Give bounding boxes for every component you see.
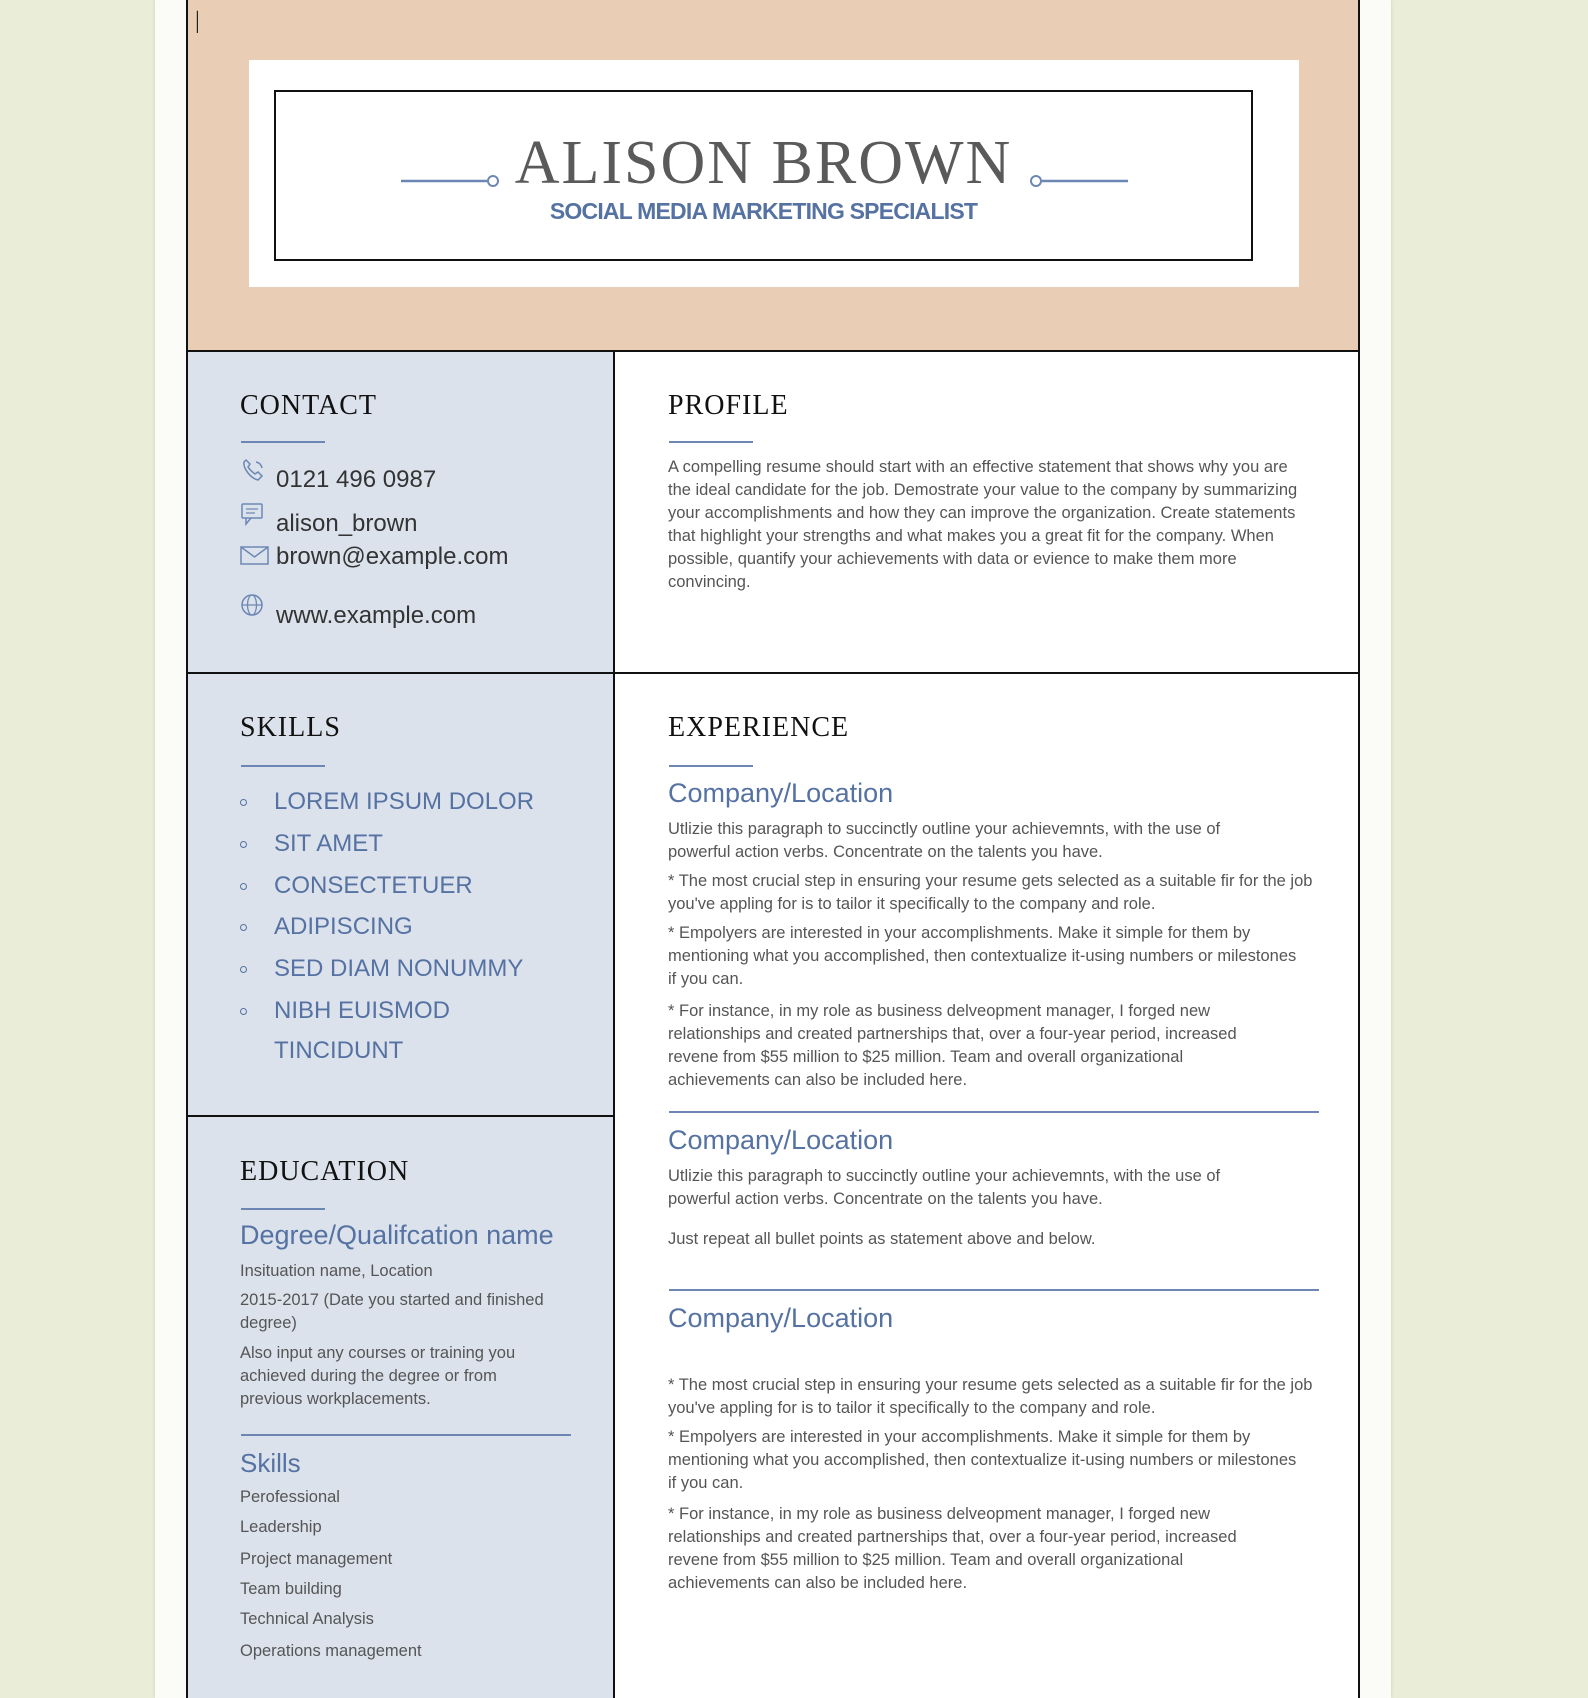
profile-rule bbox=[669, 441, 753, 443]
candidate-name[interactable]: ALISON BROWN bbox=[514, 129, 1013, 197]
experience-divider bbox=[669, 1289, 1319, 1291]
job-bullet[interactable]: * Empolyers are interested in your accomplishments. Make it simple for them by mentioning what you accomplished, then contextualize it-using numbers or milestones if you can. bbox=[668, 1428, 1297, 1492]
education-heading[interactable]: EDUCATION bbox=[240, 1156, 410, 1187]
contact-rule bbox=[241, 441, 325, 443]
experience-divider bbox=[669, 1111, 1319, 1113]
edu-skill-item[interactable]: Leadership bbox=[240, 1518, 322, 1536]
job-summary[interactable]: Utlizie this paragraph to succinctly outline your achievemnts, with the use of powerful action verbs. Concentrate on the talents you have. bbox=[668, 1167, 1221, 1208]
degree-dates[interactable]: 2015-2017 (Date you started and finished degree) bbox=[240, 1291, 544, 1332]
education-divider bbox=[241, 1434, 571, 1436]
contact-website[interactable] bbox=[240, 594, 476, 629]
header-card bbox=[249, 60, 1299, 287]
resume-page[interactable] bbox=[186, 0, 1360, 1698]
institution[interactable]: Insituation name, Location bbox=[240, 1262, 433, 1280]
profile-heading[interactable]: PROFILE bbox=[668, 390, 789, 421]
sidebar-divider bbox=[188, 1115, 615, 1117]
contact-email[interactable] bbox=[240, 544, 508, 570]
contact-handle[interactable] bbox=[240, 502, 417, 537]
chat-icon bbox=[240, 502, 270, 528]
job-company[interactable]: Company/Location bbox=[668, 778, 894, 808]
edu-skill-item[interactable]: Team building bbox=[240, 1580, 342, 1598]
edu-skill-item[interactable]: Technical Analysis bbox=[240, 1610, 374, 1628]
edu-skill-item[interactable]: Project management bbox=[240, 1550, 393, 1568]
job-title[interactable]: SOCIAL MEDIA MARKETING SPECIALIST bbox=[549, 198, 978, 224]
degree-note[interactable]: Also input any courses or training you achieved during the degree or from previous workplacements. bbox=[240, 1344, 516, 1408]
header-band bbox=[188, 0, 1358, 352]
job-bullet[interactable]: * Empolyers are interested in your accomplishments. Make it simple for them by mentioning what you accomplished, then contextualize it-using numbers or milestones if you can. bbox=[668, 924, 1297, 988]
edu-skill-item[interactable]: Perofessional bbox=[240, 1488, 340, 1506]
sidebar-divider bbox=[188, 672, 615, 674]
degree-name[interactable]: Degree/Qualifcation name bbox=[240, 1220, 554, 1250]
phone-icon bbox=[240, 458, 270, 484]
email-text: brown@example.com bbox=[276, 543, 509, 570]
job-company[interactable]: Company/Location bbox=[668, 1125, 894, 1155]
job-summary[interactable]: Utlizie this paragraph to succinctly outline your achievemnts, with the use of powerful action verbs. Concentrate on the talents you have. bbox=[668, 820, 1221, 861]
contact-phone[interactable] bbox=[240, 458, 436, 493]
sidebar: CONTACT 0121 496 0987 alison_brown brown@example.com www.example.com SKILLS LOREM IPSUM DOLOR SIT AMET CONSECTETUER ADIPISCING SED DIAM NONUMMY NIBH EUISMOD TINCIDUNT EDUCATION Degree/Qualifcation name Insituation name, Location 2015-2017 (Date you started and finished degree) Also input any courses or training you achieved during the degree or from previous workplacements. Skills Perofessional Leadership Project management Team building Technical Analysis Operations management bbox=[188, 352, 615, 1698]
edu-skill-item[interactable]: Operations management bbox=[240, 1642, 422, 1660]
main-column bbox=[615, 352, 1360, 1698]
job-bullet[interactable]: * For instance, in my role as business delveopment manager, I forged new relationships and created partnerships that, over a four-year period, increased revene from $55 million to $25 million. Team and overall organizational achievements can also be included here. bbox=[668, 1002, 1237, 1089]
profile-text[interactable]: A compelling resume should start with an effective statement that shows why you are the ideal candidate for the job. Demostrate your value to the company by summarizing your accomplishments and how they can improve the organization. Create statements that highlight your strengths and what makes you a great fit for the company. When possible, quantify your achievements with data or evience to make them more convincing. bbox=[668, 458, 1298, 591]
right-ornament-icon bbox=[1028, 173, 1128, 189]
job-bullet[interactable]: * For instance, in my role as business delveopment manager, I forged new relationships and created partnerships that, over a four-year period, increased revene from $55 million to $25 million. Team and overall organizational achievements can also be included here. bbox=[668, 1505, 1237, 1592]
main-divider bbox=[615, 672, 1360, 674]
job-note[interactable]: Just repeat all bullet points as statement above and below. bbox=[668, 1230, 1096, 1248]
text-cursor: | bbox=[195, 8, 200, 34]
skills-rule bbox=[241, 765, 325, 767]
header-frame bbox=[274, 90, 1253, 261]
edu-skills-heading[interactable]: Skills bbox=[240, 1448, 301, 1478]
mail-icon bbox=[240, 544, 270, 570]
handle-text: alison_brown bbox=[276, 510, 418, 537]
job-bullet[interactable]: * The most crucial step in ensuring your resume gets selected as a suitable fir for the job you've appling for is to tailor it specifically to the company and role. bbox=[668, 872, 1313, 913]
education-rule bbox=[241, 1208, 325, 1210]
website-text: www.example.com bbox=[276, 602, 477, 629]
globe-icon bbox=[240, 594, 270, 620]
experience-rule bbox=[669, 765, 753, 767]
job-company[interactable]: Company/Location bbox=[668, 1303, 894, 1333]
experience-heading[interactable]: EXPERIENCE bbox=[668, 712, 850, 743]
phone-text: 0121 496 0987 bbox=[276, 466, 437, 493]
skills-heading[interactable]: SKILLS bbox=[240, 712, 341, 743]
contact-heading[interactable]: CONTACT bbox=[240, 390, 377, 421]
job-bullet[interactable]: * The most crucial step in ensuring your resume gets selected as a suitable fir for the job you've appling for is to tailor it specifically to the company and role. bbox=[668, 1376, 1313, 1417]
